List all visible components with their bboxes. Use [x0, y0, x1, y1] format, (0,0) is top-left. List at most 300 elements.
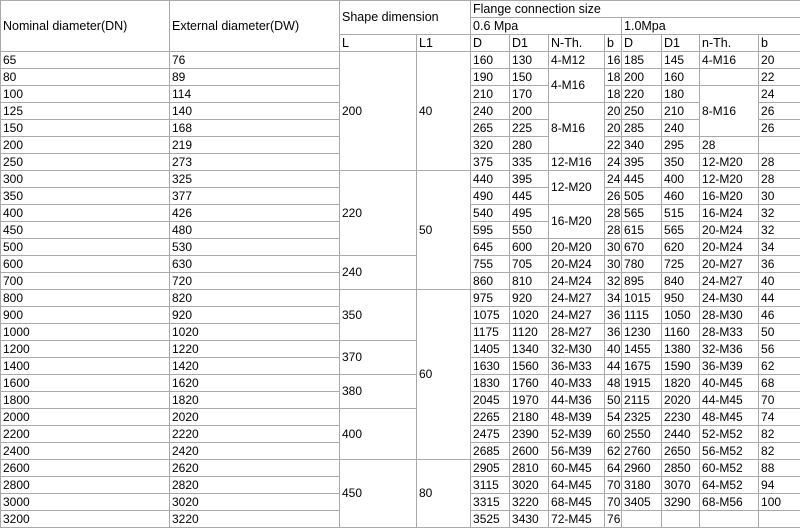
cell-d10: 3405	[622, 494, 662, 511]
cell-dw: 219	[170, 137, 340, 154]
cell-d110: 725	[662, 256, 700, 273]
header-D1-1-0: D1	[662, 35, 700, 52]
cell-th6: 36-M33	[549, 358, 605, 375]
cell-dw: 630	[170, 256, 340, 273]
cell-dn: 1600	[1, 375, 170, 392]
cell-dw: 140	[170, 103, 340, 120]
cell-d10: 895	[622, 273, 662, 290]
cell-d6: 190	[471, 69, 510, 86]
cell-th6: 52-M39	[549, 426, 605, 443]
cell-d110: 1590	[662, 358, 700, 375]
cell-b10: 44	[759, 290, 800, 307]
cell-d10: 2115	[622, 392, 662, 409]
cell-dw: 377	[170, 188, 340, 205]
cell-d16: 810	[510, 273, 549, 290]
cell-dn: 500	[1, 239, 170, 256]
header-b-1-0: b	[759, 35, 800, 52]
cell-L-merged: 240	[340, 256, 417, 290]
cell-d110: 145	[662, 52, 700, 69]
cell-th6: 24-M27	[549, 307, 605, 324]
cell-b10: 56	[759, 341, 800, 358]
cell-d16: 3220	[510, 494, 549, 511]
cell-d6: 645	[471, 239, 510, 256]
cell-dn: 2000	[1, 409, 170, 426]
cell-d16: 150	[510, 69, 549, 86]
cell-dw: 530	[170, 239, 340, 256]
cell-th10: 16-M20	[700, 188, 759, 205]
cell-dn: 80	[1, 69, 170, 86]
cell-dn: 1000	[1, 324, 170, 341]
cell-th6: 40-M33	[549, 375, 605, 392]
cell-dn: 2800	[1, 477, 170, 494]
cell-d10: 395	[622, 154, 662, 171]
cell-d110: 2230	[662, 409, 700, 426]
cell-b10: 32	[759, 222, 800, 239]
cell-th6: 24-M24	[549, 273, 605, 290]
cell-th10: 28-M33	[700, 324, 759, 341]
cell-b6: 18	[605, 86, 622, 103]
cell-dn: 200	[1, 137, 170, 154]
cell-b10: 88	[759, 460, 800, 477]
cell-dn: 450	[1, 222, 170, 239]
cell-d10: 670	[622, 239, 662, 256]
header-shape-dimension: Shape dimension	[340, 1, 471, 35]
cell-d110: 3290	[662, 494, 700, 511]
cell-L1-merged: 40	[417, 52, 471, 171]
cell-d16: 920	[510, 290, 549, 307]
cell-b10: 82	[759, 443, 800, 460]
cell-d110: 350	[662, 154, 700, 171]
cell-th10: 24-M27	[700, 273, 759, 290]
cell-b10: 22	[759, 69, 800, 86]
cell-b10: 70	[759, 392, 800, 409]
cell-b6: 28	[605, 205, 622, 222]
cell-th10: 52-M52	[700, 426, 759, 443]
cell-th6: 28-M27	[549, 324, 605, 341]
cell-d16: 335	[510, 154, 549, 171]
cell-d16: 1340	[510, 341, 549, 358]
cell-d10: 1230	[622, 324, 662, 341]
cell-d16: 600	[510, 239, 549, 256]
cell-th6: 68-M45	[549, 494, 605, 511]
cell-b6: 62	[605, 443, 622, 460]
table-row	[1, 341, 800, 358]
cell-b10: 20	[759, 52, 800, 69]
cell-b6: 54	[605, 409, 622, 426]
cell-dw: 1820	[170, 392, 340, 409]
cell-d6: 375	[471, 154, 510, 171]
cell-b6: 50	[605, 392, 622, 409]
cell-d10: 445	[622, 171, 662, 188]
cell-d10: 2325	[622, 409, 662, 426]
table-row	[1, 409, 800, 426]
cell-dn: 700	[1, 273, 170, 290]
cell-d16: 2600	[510, 443, 549, 460]
cell-b10: 74	[759, 409, 800, 426]
cell-dw: 3220	[170, 511, 340, 528]
cell-d110: 240	[662, 120, 700, 137]
cell-th6: 60-M45	[549, 460, 605, 477]
cell-d10: 200	[622, 69, 662, 86]
cell-b6: 32	[605, 273, 622, 290]
cell-b6: 24	[605, 154, 622, 171]
cell-d10: 185	[622, 52, 662, 69]
cell-dn: 2400	[1, 443, 170, 460]
cell-d10: 565	[622, 205, 662, 222]
cell-d16: 1020	[510, 307, 549, 324]
cell-d6: 490	[471, 188, 510, 205]
cell-d110: 565	[662, 222, 700, 239]
cell-b10: 46	[759, 307, 800, 324]
cell-th6-merged: 16-M20	[549, 205, 605, 239]
cell-dw: 2220	[170, 426, 340, 443]
cell-dw: 1220	[170, 341, 340, 358]
cell-d16: 200	[510, 103, 549, 120]
cell-dn: 300	[1, 171, 170, 188]
cell-d110: 2020	[662, 392, 700, 409]
cell-b10: 28	[759, 154, 800, 171]
cell-b10: 24	[759, 86, 800, 103]
cell-d6: 595	[471, 222, 510, 239]
cell-b6: 70	[605, 494, 622, 511]
cell-dw: 1620	[170, 375, 340, 392]
cell-L1-merged: 50	[417, 171, 471, 290]
cell-dn: 900	[1, 307, 170, 324]
cell-d10: 1675	[622, 358, 662, 375]
cell-L-merged: 450	[340, 460, 417, 528]
cell-b6: 36	[605, 324, 622, 341]
cell-d10: 285	[622, 120, 662, 137]
cell-th10: 56-M52	[700, 443, 759, 460]
cell-th10: 44-M45	[700, 392, 759, 409]
cell-b6: 60	[605, 426, 622, 443]
cell-d110: 295	[662, 137, 700, 154]
cell-dn: 65	[1, 52, 170, 69]
cell-th10-merged: 4-M16	[700, 52, 759, 69]
cell-dw: 76	[170, 52, 340, 69]
cell-b6: 20	[605, 120, 622, 137]
cell-dn: 125	[1, 103, 170, 120]
cell-b6: 76	[605, 511, 622, 528]
cell-th6-merged: 4-M16	[549, 69, 605, 103]
cell-b10: 62	[759, 358, 800, 375]
cell-d6: 2045	[471, 392, 510, 409]
cell-d10: 250	[622, 103, 662, 120]
cell-dn: 1800	[1, 392, 170, 409]
cell-d110: 620	[662, 239, 700, 256]
cell-th10: 40-M45	[700, 375, 759, 392]
cell-b10: 82	[759, 426, 800, 443]
cell-d110: 2850	[662, 460, 700, 477]
cell-d10: 1915	[622, 375, 662, 392]
cell-th10: 64-M52	[700, 477, 759, 494]
cell-d110: 950	[662, 290, 700, 307]
cell-d16: 130	[510, 52, 549, 69]
cell-th10: 12-M20	[700, 154, 759, 171]
cell-b10: 26	[759, 103, 800, 120]
cell-th10-merged	[700, 69, 759, 86]
cell-d110: 1380	[662, 341, 700, 358]
cell-b10: 94	[759, 477, 800, 494]
cell-b10: 28	[700, 137, 759, 154]
cell-dn: 400	[1, 205, 170, 222]
cell-d110: 1820	[662, 375, 700, 392]
cell-d6: 3115	[471, 477, 510, 494]
cell-dw: 1420	[170, 358, 340, 375]
cell-dw: 89	[170, 69, 340, 86]
cell-b6: 34	[605, 290, 622, 307]
cell-th6: 20-M20	[549, 239, 605, 256]
cell-d16: 170	[510, 86, 549, 103]
cell-d16: 1120	[510, 324, 549, 341]
cell-d10: 1115	[622, 307, 662, 324]
cell-b10: 26	[759, 120, 800, 137]
cell-dn: 150	[1, 120, 170, 137]
cell-dw: 168	[170, 120, 340, 137]
cell-d110: 2650	[662, 443, 700, 460]
cell-d6: 1175	[471, 324, 510, 341]
cell-dw: 820	[170, 290, 340, 307]
cell-dn: 1200	[1, 341, 170, 358]
cell-b6: 22	[605, 137, 622, 154]
header-D-0-6: D	[471, 35, 510, 52]
cell-dn: 2600	[1, 460, 170, 477]
cell-d6: 1630	[471, 358, 510, 375]
cell-th10: 60-M52	[700, 460, 759, 477]
header-pressure-1-0: 1.0Mpa	[622, 18, 800, 35]
cell-d10: 1455	[622, 341, 662, 358]
cell-d6: 1075	[471, 307, 510, 324]
cell-d6: 860	[471, 273, 510, 290]
cell-d110: 515	[662, 205, 700, 222]
cell-d16: 445	[510, 188, 549, 205]
cell-dw: 2820	[170, 477, 340, 494]
cell-d10: 505	[622, 188, 662, 205]
table-row	[1, 256, 800, 273]
cell-th6: 20-M24	[549, 256, 605, 273]
cell-d6: 2905	[471, 460, 510, 477]
cell-d110: 1160	[662, 324, 700, 341]
cell-d6: 1405	[471, 341, 510, 358]
cell-d16: 550	[510, 222, 549, 239]
cell-d10: 3180	[622, 477, 662, 494]
header-b-0-6: b	[605, 35, 622, 52]
cell-th6-merged: 12-M20	[549, 171, 605, 205]
cell-th10: 16-M24	[700, 205, 759, 222]
cell-d16: 3020	[510, 477, 549, 494]
cell-b10: 36	[759, 256, 800, 273]
cell-d10: 2760	[622, 443, 662, 460]
cell-b6: 18	[605, 69, 622, 86]
cell-th10: 36-M39	[700, 358, 759, 375]
table-row	[1, 375, 800, 392]
cell-b10: 68	[759, 375, 800, 392]
cell-b6: 64	[605, 460, 622, 477]
cell-d16: 3430	[510, 511, 549, 528]
cell-d10: 615	[622, 222, 662, 239]
cell-d10	[622, 511, 662, 528]
cell-th6-merged: 8-M16	[549, 103, 605, 154]
cell-b6: 16	[605, 52, 622, 69]
cell-d10: 780	[622, 256, 662, 273]
cell-L-merged: 200	[340, 52, 417, 171]
cell-d110: 180	[662, 86, 700, 103]
cell-dw: 426	[170, 205, 340, 222]
cell-th10: 68-M56	[700, 494, 759, 511]
cell-L-merged: 350	[340, 290, 417, 341]
cell-th10	[700, 511, 759, 528]
cell-d6: 1830	[471, 375, 510, 392]
cell-d10: 1015	[622, 290, 662, 307]
cell-th6: 44-M36	[549, 392, 605, 409]
cell-dw: 2420	[170, 443, 340, 460]
cell-d110: 400	[662, 171, 700, 188]
cell-d6: 2265	[471, 409, 510, 426]
table-row	[1, 52, 800, 69]
cell-d16: 2810	[510, 460, 549, 477]
cell-L-merged: 380	[340, 375, 417, 409]
cell-b6: 28	[605, 222, 622, 239]
cell-th10: 48-M45	[700, 409, 759, 426]
cell-d6: 755	[471, 256, 510, 273]
cell-th10-merged: 8-M16	[700, 86, 759, 137]
cell-b6: 36	[605, 307, 622, 324]
cell-d6: 240	[471, 103, 510, 120]
cell-d6: 3315	[471, 494, 510, 511]
cell-dw: 2620	[170, 460, 340, 477]
header-pressure-0-6: 0.6 Mpa	[471, 18, 622, 35]
cell-d6: 320	[471, 137, 510, 154]
cell-th6: 32-M30	[549, 341, 605, 358]
cell-b10: 28	[759, 171, 800, 188]
cell-b6: 24	[605, 171, 622, 188]
cell-th6: 72-M45	[549, 511, 605, 528]
cell-d6: 2685	[471, 443, 510, 460]
cell-dw: 325	[170, 171, 340, 188]
cell-d10: 2960	[622, 460, 662, 477]
cell-dn: 2200	[1, 426, 170, 443]
header-L: L	[340, 35, 417, 52]
cell-dw: 2020	[170, 409, 340, 426]
table-row	[1, 171, 800, 188]
cell-d16: 705	[510, 256, 549, 273]
cell-L-merged: 370	[340, 341, 417, 375]
cell-dw: 273	[170, 154, 340, 171]
cell-L-merged: 400	[340, 409, 417, 460]
cell-d16: 1970	[510, 392, 549, 409]
cell-th10: 24-M30	[700, 290, 759, 307]
cell-d110: 3070	[662, 477, 700, 494]
cell-d110: 840	[662, 273, 700, 290]
cell-d110: 160	[662, 69, 700, 86]
cell-d6: 265	[471, 120, 510, 137]
cell-th10: 20-M24	[700, 239, 759, 256]
cell-d16: 280	[510, 137, 549, 154]
cell-th6: 56-M39	[549, 443, 605, 460]
cell-th6-merged: 4-M12	[549, 52, 605, 69]
cell-d110: 210	[662, 103, 700, 120]
cell-d16: 2180	[510, 409, 549, 426]
cell-b10: 34	[759, 239, 800, 256]
header-L1: L1	[417, 35, 471, 52]
cell-b6: 26	[605, 188, 622, 205]
cell-d16: 395	[510, 171, 549, 188]
cell-dn: 100	[1, 86, 170, 103]
cell-th10: 12-M20	[700, 171, 759, 188]
cell-dw: 920	[170, 307, 340, 324]
cell-th6: 48-M39	[549, 409, 605, 426]
cell-th6: 64-M45	[549, 477, 605, 494]
cell-b10: 32	[759, 205, 800, 222]
table-row	[1, 290, 800, 307]
cell-d6: 3525	[471, 511, 510, 528]
header-nominal-diameter: Nominal diameter(DN)	[1, 1, 170, 52]
header-nth-1-0: n-Th.	[700, 35, 759, 52]
header-D1-0-6: D1	[510, 35, 549, 52]
cell-d6: 440	[471, 171, 510, 188]
cell-dw: 3020	[170, 494, 340, 511]
cell-dn: 3000	[1, 494, 170, 511]
cell-d16: 2390	[510, 426, 549, 443]
header-D-1-0: D	[622, 35, 662, 52]
header-nth-0-6: N-Th.	[549, 35, 605, 52]
cell-L1-merged: 60	[417, 290, 471, 460]
cell-d110: 1050	[662, 307, 700, 324]
cell-b6: 40	[605, 341, 622, 358]
cell-d110: 460	[662, 188, 700, 205]
cell-d6: 160	[471, 52, 510, 69]
cell-b6: 20	[605, 103, 622, 120]
header-flange-connection-size: Flange connection size	[471, 1, 800, 18]
cell-d10: 340	[622, 137, 662, 154]
cell-b6: 70	[605, 477, 622, 494]
cell-L-merged: 220	[340, 171, 417, 256]
cell-d6: 2475	[471, 426, 510, 443]
header-external-diameter: External diameter(DW)	[170, 1, 340, 52]
cell-dw: 114	[170, 86, 340, 103]
cell-dn: 1400	[1, 358, 170, 375]
cell-d10: 2550	[622, 426, 662, 443]
cell-dn: 600	[1, 256, 170, 273]
cell-d110	[662, 511, 700, 528]
cell-dn: 350	[1, 188, 170, 205]
table-row	[1, 460, 800, 477]
cell-b10: 50	[759, 324, 800, 341]
cell-th10: 28-M30	[700, 307, 759, 324]
cell-th10: 20-M24	[700, 222, 759, 239]
cell-dn: 3200	[1, 511, 170, 528]
cell-dw: 480	[170, 222, 340, 239]
cell-L1-merged: 80	[417, 460, 471, 528]
cell-d16: 1760	[510, 375, 549, 392]
cell-b6: 44	[605, 358, 622, 375]
cell-th6: 24-M27	[549, 290, 605, 307]
cell-d110: 2440	[662, 426, 700, 443]
cell-b10: 100	[759, 494, 800, 511]
cell-d16: 225	[510, 120, 549, 137]
cell-d16: 1560	[510, 358, 549, 375]
cell-th10: 32-M36	[700, 341, 759, 358]
cell-th6-merged: 12-M16	[549, 154, 605, 171]
cell-b6: 30	[605, 239, 622, 256]
cell-d16: 495	[510, 205, 549, 222]
cell-d10: 220	[622, 86, 662, 103]
cell-d6: 975	[471, 290, 510, 307]
cell-b6: 30	[605, 256, 622, 273]
cell-d6: 540	[471, 205, 510, 222]
cell-b10: 40	[759, 273, 800, 290]
cell-dw: 720	[170, 273, 340, 290]
